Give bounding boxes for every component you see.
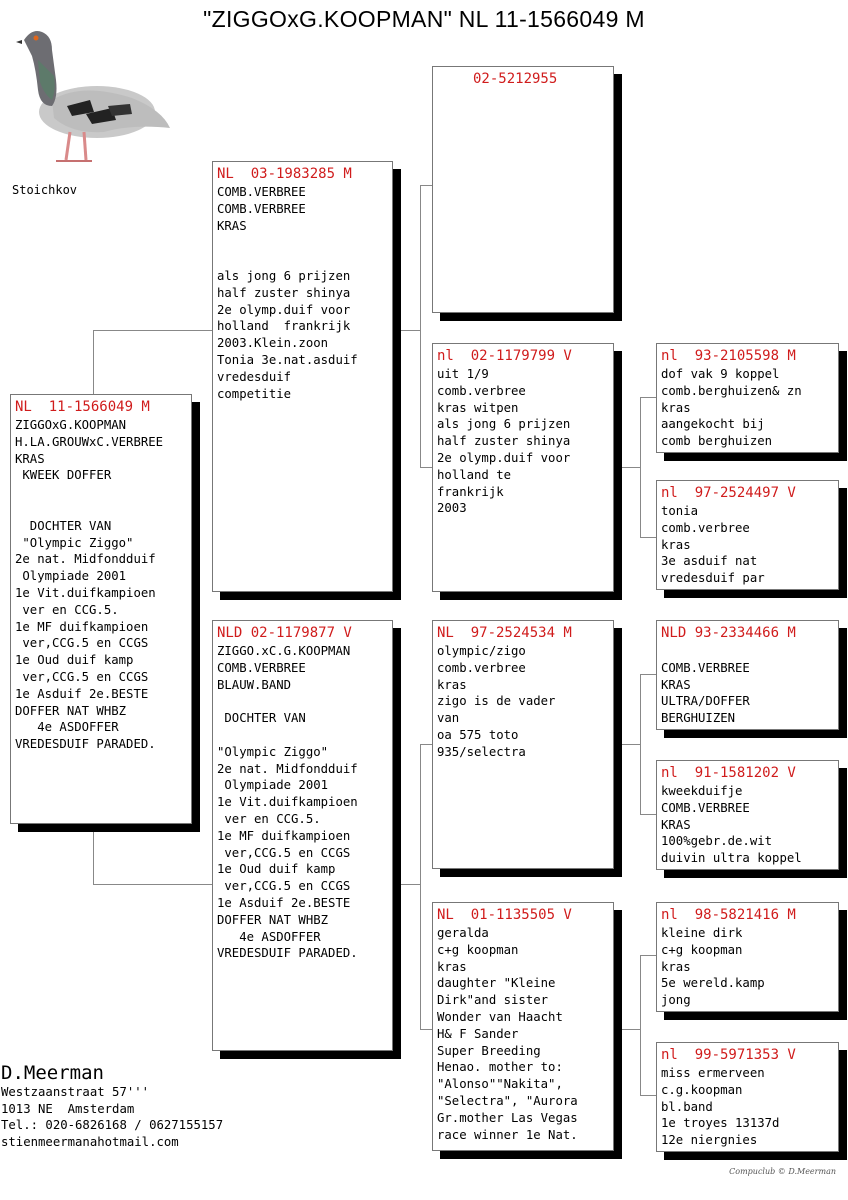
ring-number: NL 11-1566049 M — [15, 399, 150, 415]
connector-line — [392, 884, 420, 885]
connector-line — [420, 185, 432, 186]
owner-info — [1, 1062, 223, 1150]
mother-card — [212, 620, 393, 1051]
connector-line — [93, 824, 94, 884]
page-title: "ZIGGOxG.KOOPMAN" NL 11-1566049 M — [203, 6, 645, 32]
connector-line — [392, 330, 420, 331]
card-details: COMB.VERBREE KRAS ULTRA/DOFFER BERGHUIZEN — [661, 660, 750, 726]
card-details: ZIGGOxG.KOOPMAN H.LA.GROUWxC.VERBREE KRAS KWEEK DOFFER DOCHTER VAN "Olympic Ziggo" 2e nat. Midfondduif Olympiade 2001 1e Vit.duifkampioen ver en CCG.5. 1e MF duifkampioen ver,CCG.5 en CCGS 1e Oud duif kamp ver,CCG.5 en CCGS 1e Asduif 2e.BESTE DOFFER NAT WHBZ 4e ASDOFFER VREDESDUIF PARADED. — [15, 418, 164, 752]
connector-line — [420, 467, 432, 468]
mf-father-card — [656, 620, 839, 730]
card-details: COMB.VERBREE COMB.VERBREE KRAS als jong 6 prijzen half zuster shinya 2e olymp.duif voor holland frankrijk 2003.Klein.zoon Tonia 3e.nat.asduif vredesduif competitie — [217, 185, 358, 401]
connector-line — [640, 814, 656, 815]
ring-number: NL 97-2524534 M — [437, 625, 572, 641]
connector-line — [640, 397, 656, 398]
card-details: kweekduifje COMB.VERBREE KRAS 100%gebr.de.wit duivin ultra koppel — [661, 784, 802, 866]
connector-line — [640, 674, 656, 675]
card-details: miss ermerveen c.g.koopman bl.band 1e troyes 13137d 12e niergnies — [661, 1066, 780, 1148]
father-mother-card — [432, 343, 614, 592]
ring-number: nl 93-2105598 M — [661, 348, 796, 364]
connector-line — [420, 185, 421, 467]
connector-line — [93, 884, 212, 885]
ring-number: nl 02-1179799 V — [437, 348, 572, 364]
card-details: ZIGGO.xC.G.KOOPMAN COMB.VERBREE BLAUW.BAND DOCHTER VAN "Olympic Ziggo" 2e nat. Midfondduif Olympiade 2001 1e Vit.duifkampioen ver en CCG.5. 1e MF duifkampioen ver,CCG.5 en CCGS 1e Oud duif kamp ver,CCG.5 en CCGS 1e Asduif 2e.BESTE DOFFER NAT WHBZ 4e ASDOFFER VREDESDUIF PARADED. — [217, 644, 358, 961]
connector-line — [640, 1095, 656, 1096]
connector-line — [640, 397, 641, 537]
ring-number: 02-5212955 — [473, 71, 558, 87]
card-details: geralda c+g koopman kras daughter "Kleine Dirk"and sister Wonder van Haacht H& F Sander Super Breeding Henao. mother to: "Alonso""Nakita", "Selectra", "Aurora Gr.mother Las Vegas race winner 1e Nat. — [437, 926, 578, 1142]
mm-father-card — [656, 902, 839, 1012]
pigeon-card — [10, 394, 192, 824]
pigeon-photo — [12, 20, 172, 170]
father-card — [212, 161, 393, 592]
connector-line — [614, 467, 640, 468]
connector-line — [640, 537, 656, 538]
footer-credit: Compuclub © D.Meerman — [729, 1167, 836, 1176]
mother-mother-card — [432, 902, 614, 1151]
ff-mother-mother-card — [656, 480, 839, 590]
owner-name: D.Meerman — [1, 1062, 104, 1084]
father-father-card — [432, 66, 614, 313]
ring-number: NLD 02-1179877 V — [217, 625, 352, 641]
ring-number: nl 99-5971353 V — [661, 1047, 796, 1063]
ring-number: NLD 93-2334466 M — [661, 625, 796, 641]
connector-line — [640, 955, 656, 956]
card-details: dof vak 9 koppel comb.berghuizen& zn kras aangekocht bij comb berghuizen — [661, 367, 802, 449]
mm-mother-card — [656, 1042, 839, 1152]
card-details: kleine dirk c+g koopman kras 5e wereld.kamp jong — [661, 926, 765, 1008]
ring-number: NL 01-1135505 V — [437, 907, 572, 923]
ff-mother-father-card — [656, 343, 839, 453]
connector-line — [420, 744, 421, 1029]
ring-number: nl 98-5821416 M — [661, 907, 796, 923]
card-details: uit 1/9 comb.verbree kras witpen als jong 6 prijzen half zuster shinya 2e olymp.duif voor holland te frankrijk 2003 — [437, 367, 571, 516]
ring-number: nl 91-1581202 V — [661, 765, 796, 781]
connector-line — [640, 955, 641, 1095]
mother-father-card — [432, 620, 614, 869]
connector-line — [614, 744, 640, 745]
connector-line — [93, 330, 212, 331]
ring-number: nl 97-2524497 V — [661, 485, 796, 501]
connector-line — [614, 1029, 640, 1030]
mf-mother-card — [656, 760, 839, 870]
connector-line — [640, 674, 641, 814]
card-details: tonia comb.verbree kras 3e asduif nat vredesduif par — [661, 504, 765, 586]
ring-number: NL 03-1983285 M — [217, 166, 352, 182]
card-details: olympic/zigo comb.verbree kras zigo is de vader van oa 575 toto 935/selectra — [437, 644, 556, 759]
connector-line — [420, 1029, 432, 1030]
owner-address: Westzaanstraat 57''' 1013 NE Amsterdam Tel.: 020-6826168 / 0627155157 stienmeermanahotmail.com — [1, 1085, 224, 1149]
connector-line — [93, 330, 94, 394]
photo-caption: Stoichkov — [12, 183, 78, 197]
connector-line — [420, 744, 432, 745]
